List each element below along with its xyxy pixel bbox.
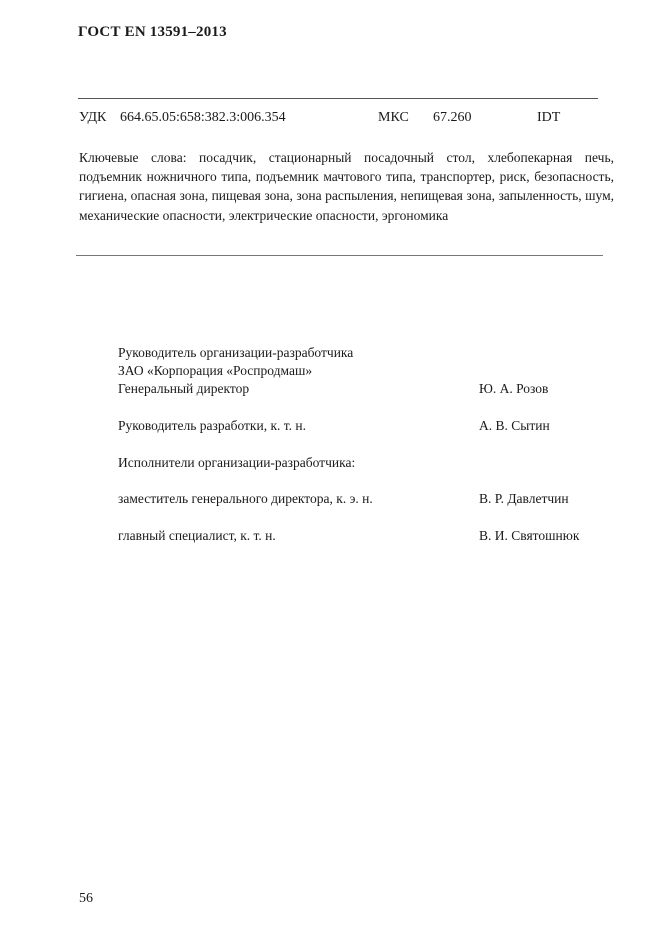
dev-head-name: А. В. Сытин: [479, 418, 550, 433]
udc-label: УДК: [79, 110, 107, 125]
document-standard-title: ГОСТ EN 13591–2013: [78, 24, 227, 40]
dev-head-title: Руководитель разработки, к. т. н.: [118, 418, 307, 433]
udc-value: 664.65.05:658:382.3:006.354: [120, 110, 286, 125]
page-number: 56: [79, 891, 93, 906]
chief-specialist-title: главный специалист, к. т. н.: [118, 528, 276, 543]
top-divider: [78, 98, 598, 99]
org-head-title-line-2: ЗАО «Корпорация «Роспродмаш»: [118, 363, 313, 378]
bottom-divider: [76, 255, 603, 256]
org-head-title-line-1: Руководитель организации-разработчика: [118, 345, 354, 360]
keywords-paragraph: Ключевые слова: посадчик, стационарный посадочный стол, хлебопекарная печь, подъемник ножничного типа, подъемник мачтового типа, транспортер, риск, безопасность, гигиена, опасная зона, пищевая зона, зона распыления, непищевая зона, запыленность, шум, механические опасности, электрические опасности, эргономика: [79, 150, 614, 223]
idt-label: IDT: [537, 110, 561, 125]
org-head-title-line-3: Генеральный директор: [118, 381, 250, 396]
mks-label: МКС: [378, 110, 409, 125]
deputy-director-title: заместитель генерального директора, к. э. н.: [118, 491, 373, 506]
deputy-director-name: В. Р. Давлетчин: [479, 491, 569, 506]
chief-specialist-name: В. И. Святошнюк: [479, 528, 580, 543]
mks-value: 67.260: [433, 110, 472, 125]
executors-heading: Исполнители организации-разработчика:: [118, 455, 356, 470]
org-head-name: Ю. А. Розов: [479, 381, 549, 396]
